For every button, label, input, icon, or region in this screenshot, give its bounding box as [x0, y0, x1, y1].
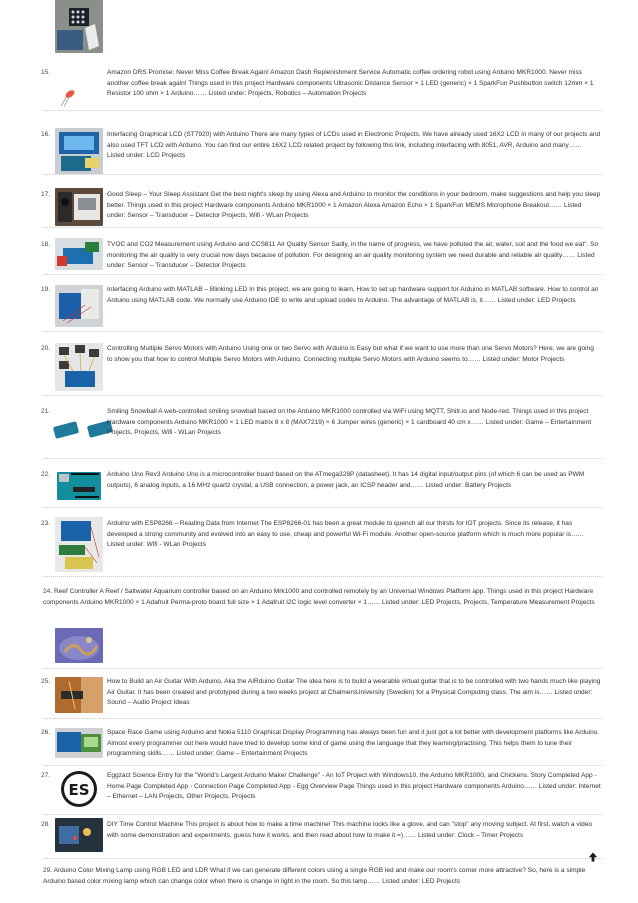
arrow-up-icon: [588, 852, 598, 862]
item-description: [107, 68, 601, 100]
item-number: 17.: [41, 191, 51, 198]
thumbnail-item-17[interactable]: [55, 188, 103, 226]
item-number: 22.: [41, 471, 51, 478]
guitar-photo-icon: [55, 677, 103, 713]
listed-under-link[interactable]: Listed under: Clock – Timer Projects: [417, 831, 524, 839]
esp-photo-icon: [55, 517, 103, 572]
item-body: Interfacing Graphical LCD (ST7920) with Arduino There are many types of LCDs used in Electronic Projects. We have already used 16X2 LCD in many of our projects and also used TFT LCD with Arduino. You can find our entire 16X2 LCD related project by following this link, including interfacing with 8051, AVR, Arduino and many……: [107, 131, 601, 149]
listed-under-link[interactable]: Listed under: Wifi - WLan Projects: [107, 541, 206, 549]
listed-under-link[interactable]: Listed under: Sound – Audio Project Ideas: [107, 688, 593, 707]
item-description: [43, 866, 605, 887]
item-number: 27.: [41, 772, 51, 779]
divider: [43, 858, 602, 859]
item-description: [107, 285, 601, 306]
item-body: Eggzact Science Entry for the "World's Largest Arduino Maker Challenge" - An IoT Project with Windows10, the Arduino MKR1000, and Chickens. Story Completed App - Home Page Completed App - Connection Page Completed App - Egg Overview Page Things used in this project Hardware components Arduino……: [107, 772, 597, 790]
divider: [43, 507, 602, 508]
item-body: Smiling Snowball A web-controlled smiling snowball based on the Arduino MKR1000 controlled via WiFi using MQTT, Shitr.io and Node-red. Things used in this project Hardware components Arduino MKR1000 × 1 LED matrix 8 x 8 (MAX7219) × 6 Jumper wires (generic) × 1 cardboard 40 cm x……: [107, 408, 589, 426]
scroll-to-top-button[interactable]: [588, 852, 598, 862]
listed-under-link[interactable]: Listed under: Game – Entertainment Projects, Projects, Wifi - WLan Projects: [107, 418, 592, 437]
item-number: 24.: [43, 588, 53, 595]
thumbnail-item-27[interactable]: [58, 766, 100, 812]
matlab-photo-icon: [55, 285, 103, 327]
divider: [43, 668, 602, 669]
item-description: [107, 470, 601, 491]
divider: [43, 395, 602, 396]
divider: [43, 331, 602, 332]
thumbnail-item-23[interactable]: [55, 517, 103, 572]
item-body: Good Sleep – Your Sleep Assistant Get the best night's sleep by using Alexa and Arduino to monitor the conditions in your bedroom, make suggestions and help you sleep better. Things used in this project Hardware components Arduino MKR1000 × 1 Amazon Alexa Amazon Echo × 1 SparkFun MEMS Microphone Breakout……: [107, 191, 601, 209]
item-description: [107, 130, 601, 162]
servo-photo-icon: [55, 343, 103, 391]
divider: [43, 765, 602, 766]
item-description: [107, 820, 601, 841]
item-body: TVOC and CO2 Measurement using Arduino and CCS811 Air Quality Sensor Sadly, in the name of progress, we have polluted the air, water, soil and the food we eat". So monitoring the air quality is very crucial now days because of pollution. For designing an air quality monitoring system we need durable and reliable air quality……: [107, 241, 599, 259]
led-photo-icon: [55, 72, 103, 110]
listed-under-link[interactable]: Listed under: Projects, Robotics – Automation Projects: [208, 90, 367, 98]
item-body: Controlling Multiple Servo Motors with Arduino Using one or two Servo with Arduino is Easy but what if we want to use more than one Servo Motors? Here, we are going to show you that how to control Multiple Servo Motors with Arduino. Connecting multiple Servo Motors with Arduino seems to……: [107, 345, 594, 363]
item-number: 26.: [41, 729, 51, 736]
item-number: 25.: [41, 678, 51, 685]
item-number: 21.: [41, 408, 51, 415]
item-number: 29.: [43, 867, 53, 874]
divider: [43, 458, 602, 459]
listed-under-link[interactable]: Listed under: LCD Projects: [107, 152, 186, 160]
thumbnail-item-20[interactable]: [55, 343, 103, 391]
item-body: Reef Controller A Reef / Saltwater Aquarium controller based on an Arduino Mrk1000 and controlled remotely by an Universal Windows Platform app. Things used in this project Hardware components Arduino MKR1000 × 1 Adafruit Perma-proto board full size × 1 Adafruit I2C logic level converter × 1……: [43, 588, 594, 606]
item-body: Space Race Game using Arduino and Nokia 5110 Graphical Display Programming has always been fun and it just got a lot better with development platforms like Arduino. Almost every programmer out here would have tried to develop some kind of game using the language that they learning/practising. This helps them to tune their programming skills……: [107, 729, 600, 758]
sensor-photo-icon: [55, 238, 103, 270]
thumbnail-item-14[interactable]: [55, 0, 103, 53]
uno-photo-icon: [55, 469, 103, 503]
divider: [43, 274, 602, 275]
es-logo-icon: [58, 766, 100, 812]
item-number: 19.: [41, 286, 51, 293]
item-number: 18.: [41, 241, 51, 248]
listed-under-link[interactable]: Listed under: Sensor – Transducer – Detector Projects, Wifi - WLan Projects: [107, 201, 582, 220]
thumbnail-item-24[interactable]: [55, 628, 103, 663]
item-description: [107, 190, 601, 222]
item-number: 20.: [41, 345, 51, 352]
listed-under-link[interactable]: Listed under: LED Projects: [382, 877, 461, 885]
thumbnail-item-28[interactable]: [55, 818, 103, 852]
thumbnail-item-26[interactable]: [55, 728, 103, 758]
item-number: 15.: [41, 69, 51, 76]
listed-under-link[interactable]: Listed under: LED Projects, Projects, Temperature Measurement Projects: [382, 598, 595, 606]
nokia-photo-icon: [55, 728, 103, 758]
item-number: 23.: [41, 520, 51, 527]
thumbnail-item-18[interactable]: [55, 238, 103, 270]
keypad-photo-icon: [55, 0, 103, 53]
item-description: [107, 771, 601, 803]
item-description: [107, 407, 601, 439]
es-logo-text: ES: [68, 781, 90, 799]
divider: [43, 110, 602, 111]
divider: [43, 227, 602, 228]
item-description: [107, 728, 601, 760]
listed-under-link[interactable]: Listed under: Sensor – Transducer – Detector Projects: [107, 251, 595, 270]
item-description: [107, 344, 601, 365]
item-body: Arduino with ESP8266 – Reading Data from Internet The ESP8266-01 has been a great module to quench all our thirsts for IOT projects. Since its release, it has developed a strong community and evolved into an easy to use, cheap and powerful Wi-Fi module. Another open-source platform which is much more popular is……: [107, 520, 585, 538]
item-description: [107, 519, 601, 551]
item-number: 16.: [41, 131, 51, 138]
item-body: Arduino Uno Rev3 Arduino Uno is a microcontroller board based on the ATmega328P (datasheet). It has 14 digital input/output pins (of which 6 can be used as PWM outputs), 6 analog inputs, a 16 MHz quartz crystal, a USB connection, a power jack, an ICSP header and……: [107, 471, 585, 489]
item-description: [43, 587, 605, 608]
divider: [43, 174, 602, 175]
divider: [43, 814, 602, 815]
thumbnail-item-15[interactable]: [55, 72, 103, 110]
thumbnail-item-16[interactable]: [55, 128, 103, 174]
listed-under-link[interactable]: Listed under: Internet – Ethernet – LAN Projects, Other Projects, Projects: [107, 782, 601, 801]
thumbnail-item-22[interactable]: [55, 469, 103, 503]
divider: [43, 576, 602, 577]
sleep-photo-icon: [55, 188, 103, 226]
item-body: Interfacing Arduino with MATLAB – Blinking LED In this project, we are going to learn, How to set up hardware support for Arduino in MATLAB software. How to control an Arduino using MATLAB code. We normally use Arduino IDE to write and upload codes to Arduino. The advantage of MATLAB is, it……: [107, 286, 599, 304]
listed-under-link[interactable]: Listed under: Battery Projects: [425, 481, 512, 489]
divider: [43, 718, 602, 719]
item-body: DIY Time Control Machine This project is about how to make a time machine! This machine looks like a glove, and can "stop" any moving subject. At first, watch a video with some demonstration and experiments, guess how it works, and then read about how to make it =)……: [107, 821, 592, 839]
thumbnail-item-19[interactable]: [55, 285, 103, 327]
time-machine-photo-icon: [55, 818, 103, 852]
reef-photo-icon: [55, 628, 103, 663]
listed-under-link[interactable]: Listed under: LED Projects: [497, 296, 576, 304]
item-body: How to Build an Air Guitar With Arduino, Aka the AIRduino Guitar The idea here is to build a wearable virtual guitar that is to be controlled with two hands much like playing Air Guitar. It has been created and prototyped during a two weeks project at ChalmersUniversity (Sweden) for a Physical Computing class. The aim is……: [107, 678, 601, 696]
item-body: Arduino Color Mixing Lamp using RGB LED and LDR What if we can generate different colors using a single RGB led and make our room's corner more attractive? So, here is a simple Arduino based color mixing lamp which can change color when there is change in light in the room. So this lamp……: [43, 867, 586, 885]
item-description: [107, 240, 601, 272]
listed-under-link[interactable]: Listed under: Motor Projects: [482, 355, 565, 363]
item-description: [107, 677, 601, 709]
listed-under-link[interactable]: Listed under: Game – Entertainment Projects: [176, 750, 308, 758]
thumbnail-item-25[interactable]: [55, 677, 103, 713]
lcd-photo-icon: [55, 128, 103, 174]
item-number: 28.: [41, 821, 51, 828]
item-body: Amazon DRS Promise: Never Miss Coffee Break Again! Amazon Dash Replenishment Service Automatic coffee ordering robot using Arduino MKR1000. Never miss another coffee break again! Things used in this project Hardware components Ultrasonic Distance Sensor × 1 LED (generic) × 1 SparkFun Pushbutton switch 12mm × 1 Resistor 100 ohm × 1 Arduino……: [107, 69, 594, 98]
